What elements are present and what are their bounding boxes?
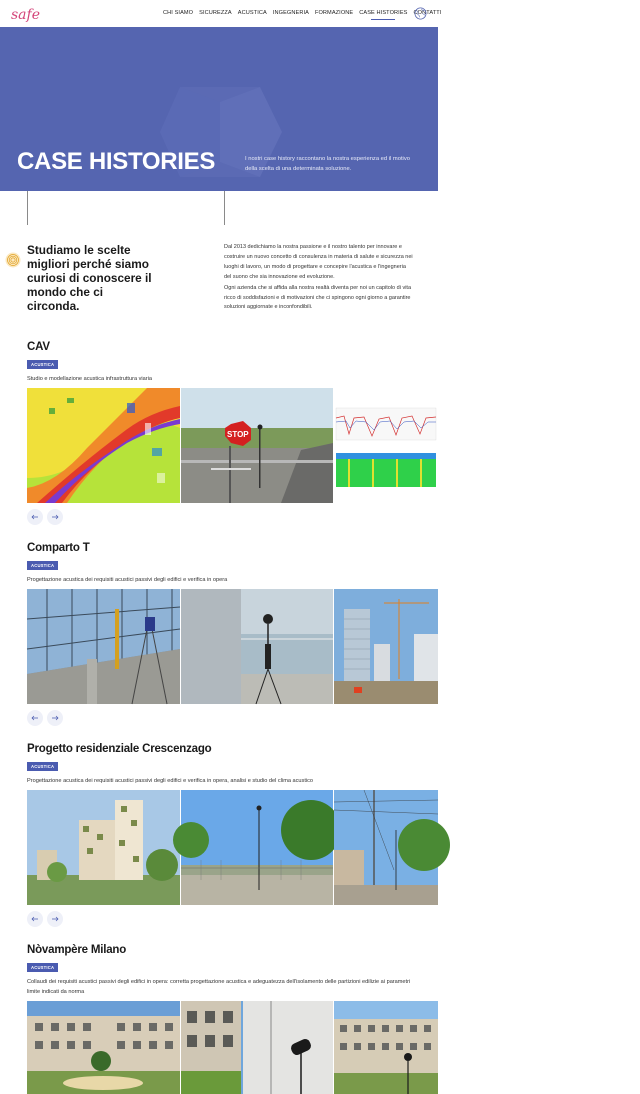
gallery-image-sound-level-meter[interactable]	[334, 1001, 438, 1094]
gallery-image-park-measurement[interactable]	[181, 790, 333, 905]
case-item-cav	[27, 341, 438, 385]
gallery-controls	[27, 710, 63, 726]
case-description: Progettazione acustica dei requisiti acustici passivi degli edifici e verifica in opera, analisi e studio del clima acustico	[27, 778, 314, 784]
case-title[interactable]: Nòvampère Milano	[27, 944, 127, 956]
menu-item-contatti[interactable]: CONTATTI	[413, 10, 442, 16]
menu-item-ingegneria[interactable]: INGEGNERIA	[272, 10, 309, 16]
divider-line-right	[224, 191, 225, 225]
arrow-right-icon[interactable]	[47, 710, 63, 726]
hero-description: I nostri case history raccontano la nostra esperienza ed il motivo della scelta di una determinata soluzione.	[245, 156, 410, 172]
arrow-right-icon[interactable]	[47, 509, 63, 525]
menu-item-chi-siamo[interactable]: CHI SIAMO	[163, 10, 194, 16]
gallery-image-courtyard[interactable]	[27, 1001, 180, 1094]
category-badge[interactable]: ACUSTICA	[27, 963, 58, 972]
intro-paragraph: Dal 2013 dedichiamo la nostra passione e il nostro talento per innovare e costruire un nuovo concetto di consulenza in materia di salute e sicurezza nei luoghi di lavoro, un modo di progettare e concepire l'acustica e l'ingegneria del suono che sia innovazione ed evoluzione.	[224, 244, 413, 280]
gallery-image-road-measurement[interactable]	[181, 388, 333, 503]
image-gallery	[27, 589, 438, 704]
case-title[interactable]: Comparto T	[27, 542, 90, 554]
page-title: CASE HISTORIES	[17, 148, 216, 175]
case-item-crescenzago	[27, 743, 438, 787]
case-description: Studio e modellazione acustica infrastruttura viaria	[27, 376, 152, 382]
case-description: Progettazione acustica dei requisiti acustici passivi degli edifici e verifica in opera	[27, 577, 228, 583]
menu-item-case-histories[interactable]: CASE HISTORIES	[359, 10, 408, 16]
gallery-controls	[27, 911, 63, 927]
gallery-image-noise-map[interactable]	[27, 388, 180, 503]
arrow-left-icon[interactable]	[27, 509, 43, 525]
gallery-image-spectrogram[interactable]	[334, 388, 438, 503]
arrow-left-icon[interactable]	[27, 911, 43, 927]
gallery-image-residential-render[interactable]	[27, 790, 180, 905]
top-navigation	[0, 0, 442, 27]
image-gallery	[27, 388, 438, 503]
hero-banner	[0, 27, 438, 191]
category-badge[interactable]: ACUSTICA	[27, 561, 58, 570]
gallery-controls	[27, 509, 63, 525]
arrow-left-icon[interactable]	[27, 710, 43, 726]
case-description: Collaudi dei requisiti acustici passivi degli edifici in opera: corretta progettazione acustica e adeguatezza dell'isolamento delle partizioni edilizie ai parametri limite indicati da norma	[27, 979, 411, 995]
menu-item-formazione[interactable]: FORMAZIONE	[314, 10, 354, 16]
case-item-novampere	[27, 944, 417, 997]
globe-icon[interactable]	[414, 7, 427, 20]
image-gallery	[27, 790, 438, 905]
safe-logo[interactable]	[10, 4, 46, 24]
case-item-comparto-t	[27, 542, 438, 586]
gallery-image-construction-site[interactable]	[334, 589, 438, 704]
intro-paragraph: Ogni azienda che si affida alla nostra realtà diventa per noi un capitolo di vita ricco di soddisfazioni e di motivazioni che ci spingono ogni giorno a garantire soluzioni aggiornate e inconfondibili.	[224, 284, 412, 311]
svg-text:safe: safe	[11, 7, 40, 23]
category-badge[interactable]: ACUSTICA	[27, 360, 58, 369]
arrow-right-icon[interactable]	[47, 911, 63, 927]
gallery-image-railway[interactable]	[334, 790, 438, 905]
gallery-image-glass-facade[interactable]	[27, 589, 180, 704]
intro-text	[224, 243, 414, 313]
image-gallery	[27, 1001, 438, 1094]
case-title[interactable]: CAV	[27, 341, 50, 353]
intro-headline: Studiamo le scelte migliori perché siamo curiosi di conoscere il mondo che ci circonda.	[27, 243, 152, 313]
menu-item-sicurezza[interactable]: SICUREZZA	[199, 10, 232, 16]
gallery-image-building-microphone[interactable]	[181, 1001, 333, 1094]
sound-wave-icon[interactable]	[5, 252, 21, 268]
main-menu	[163, 10, 441, 16]
gallery-image-sound-meter[interactable]	[181, 589, 333, 704]
svg-text:STOP: STOP	[227, 430, 249, 439]
category-badge[interactable]: ACUSTICA	[27, 762, 58, 771]
divider-line-left	[27, 191, 28, 225]
case-title[interactable]: Progetto residenziale Crescenzago	[27, 743, 212, 755]
menu-item-acustica[interactable]: ACUSTICA	[237, 10, 267, 16]
